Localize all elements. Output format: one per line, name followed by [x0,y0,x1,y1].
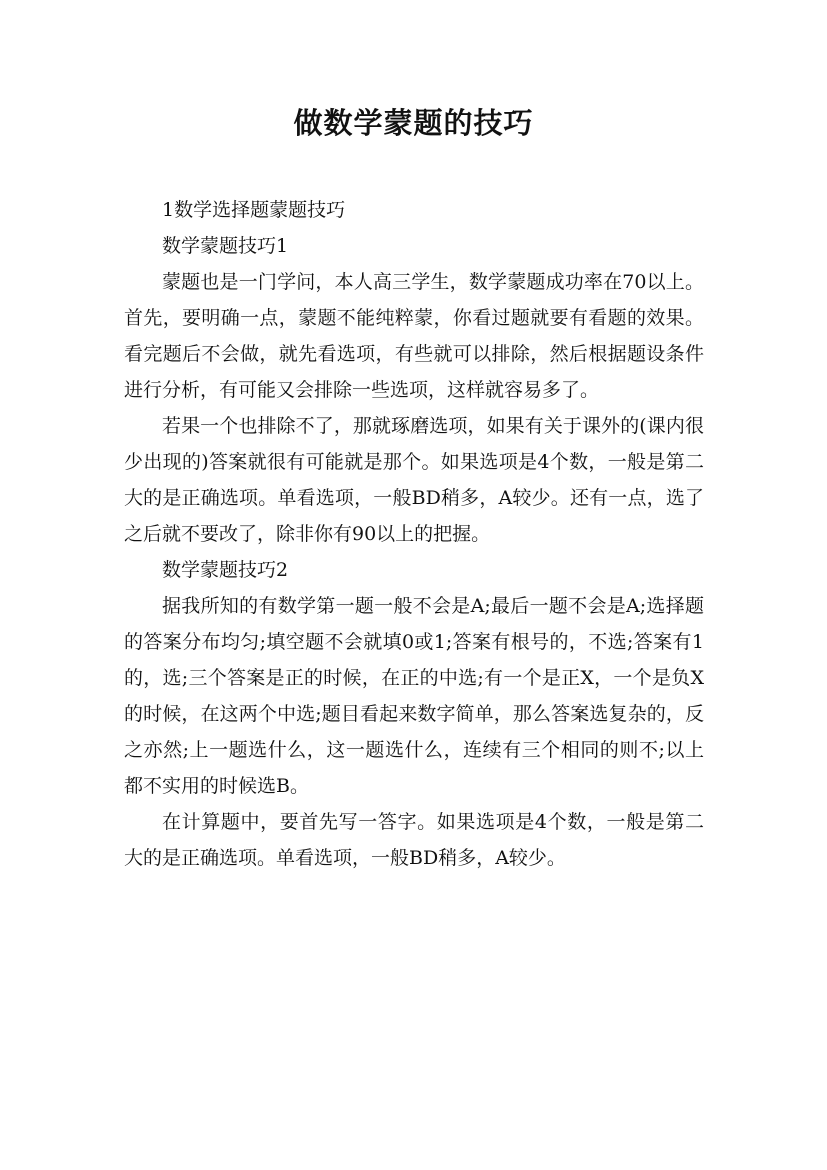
document-title: 做数学蒙题的技巧 [293,106,534,140]
body-paragraph: 蒙题也是一门学问，本人高三学生，数学蒙题成功率在70以上。首先，要明确一点，蒙题不能纯粹蒙，你看过题就要有看题的效果。看完题后不会做，就先看选项，有些就可以排除，然后根据题设条件进行分析，有可能又会排除一些选项，这样就容易多了。 [124,271,704,401]
subsection-heading: 数学蒙题技巧1 [162,235,289,257]
body-paragraph: 若果一个也排除不了，那就琢磨选项，如果有关于课外的(课内很少出现的)答案就很有可能就是那个。如果选项是4个数，一般是第二大的是正确选项。单看选项，一般BD稍多，A较少。还有一点，选了之后就不要改了，除非你有90以上的把握。 [124,415,704,545]
subsection-heading: 数学蒙题技巧2 [162,559,289,581]
document-body [124,192,704,876]
section-heading: 1数学选择题蒙题技巧 [162,199,346,221]
body-paragraph: 据我所知的有数学第一题一般不会是A;最后一题不会是A;选择题的答案分布均匀;填空题不会就填0或1;答案有根号的，不选;答案有1的，选;三个答案是正的时候，在正的中选;有一个是正X，一个是负X的时候，在这两个中选;题目看起来数字简单，那么答案选复杂的，反之亦然;上一题选什么，这一题选什么，连续有三个相同的则不;以上都不实用的时候选B。 [124,595,704,797]
body-paragraph: 在计算题中，要首先写一答字。如果选项是4个数，一般是第二大的是正确选项。单看选项，一般BD稍多，A较少。 [124,811,704,869]
